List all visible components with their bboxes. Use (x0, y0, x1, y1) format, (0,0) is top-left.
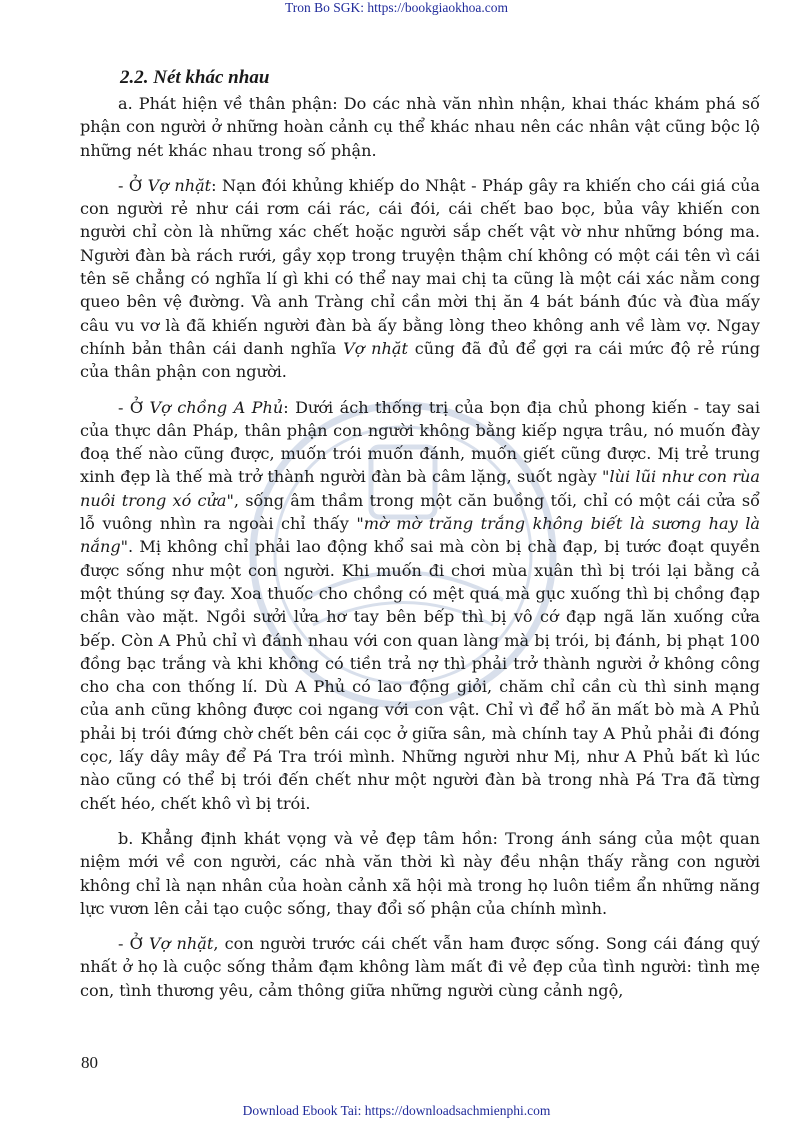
header-source-link[interactable]: Tron Bo SGK: https://bookgiaokhoa.com (284, 0, 508, 15)
paragraph-vo-nhat-khat-vong: - Ở Vợ nhặt, con người trước cái chết vẫn ham được sống. Song cái đáng quý nhất ở họ là cuộc sống thảm đạm không làm mất đi vẻ đẹp của tình người: tình mẹ con, tình thương yêu, cảm thông giữa những người cùng cảnh ngộ, (80, 934, 760, 1000)
paragraph-vo-nhat: - Ở Vợ nhặt: Nạn đói khủng khiếp do Nhật - Pháp gây ra khiến cho cái giá của con người rẻ như cái rơm cái rác, cái đói, cái chết bao bọc, bủa vây khiến con người chỉ còn là những xác chết hoặc người sắp chết vật vờ như những bóng ma. Người đàn bà rách rưới, gầy xọp trong truyện thậm chí không có một cái tên vì cái tên sẽ chẳng có nghĩa lí gì khi có thể nay mai chị ta cũng là một cái xác nằm cong queo bên vệ đường. Và anh Tràng chỉ cần mời thị ăn 4 bát bánh đúc và đùa mấy câu vu vơ là đã khiến người đàn bà ấy bằng lòng theo không anh về làm vợ. Ngay chính bản thân cái danh nghĩa Vợ nhặt cũng đã đủ để gợi ra cái mức độ rẻ rúng của thân phận con người. (80, 175, 760, 382)
page-number: 80 (81, 1053, 98, 1072)
section-heading: 2.2. Nét khác nhau (120, 67, 270, 88)
footer-download-link[interactable]: Download Ebook Tai: https://downloadsachmienphi.com (242, 1103, 551, 1118)
page-body (80, 66, 760, 1014)
paragraph-vo-chong-a-phu: - Ở Vợ chồng A Phủ: Dưới ách thống trị của bọn địa chủ phong kiến - tay sai của thực dân Pháp, thân phận con người không bằng kiếp ngựa trâu, nó muốn đày đoạ thế nào cũng được, muốn trói muốn đánh, muốn giết cũng được. Mị trẻ trung xinh đẹp là thế mà trở thành người đàn bà câm lặng, suốt ngày "lùi lũi như con rùa nuôi trong xó cửa", sống âm thầm trong một căn buồng tối, chỉ có một cái cửa sổ lỗ vuông nhìn ra ngoài chỉ thấy "mờ mờ trăng trắng không biết là sương hay là nắng". Mị không chỉ phải lao động khổ sai mà còn bị chà đạp, bị tước đoạt quyền được sống như một con người. Khi muốn đi chơi mùa xuân thì bị trói lại bằng cả một thúng sợ đay. Xoa thuốc cho chồng có mệt quá mà gục xuống thì bị chồng đạp chân vào mặt. Ngồi sưởi lửa hơ tay bên bếp thì bị vô cớ đạp ngã lăn xuống cửa bếp. Còn A Phủ chỉ vì đánh nhau với con quan làng mà bị trói, bị đánh, bị phạt 100 đồng bạc trắng và khi không có tiền trả nợ thì phải trở thành người ở không công cho cha con thống lí. Dù A Phủ có lao động giỏi, chăm chỉ cần cù thì sinh mạng của anh cũng không được coi ngang với con vật. Chỉ vì để hổ ăn mất bò mà A Phủ phải bị trói đứng chờ chết bên cái cọc ở giữa sân, mà chính tay A Phủ phải đi đóng cọc, lấy dây mây để Pá Tra trói mình. Những người như Mị, như A Phủ bất kì lúc nào cũng có thể bị trói đến chết như một người đàn bà trong nhà Pá Tra đã từng chết héo, chết khô vì bị trói. (80, 397, 761, 813)
paragraph-khang-dinh: b. Khẳng định khát vọng và vẻ đẹp tâm hồn: Trong ánh sáng của một quan niệm mới về con người, các nhà văn thời kì này đều nhận thấy rằng con người không chỉ là nạn nhân của hoàn cảnh xã hội mà trong họ luôn tiềm ẩn những năng lực vươn lên cải tạo cuộc sống, thay đổi số phận của chính mình. (80, 828, 760, 918)
paragraph-phat-hien: a. Phát hiện về thân phận: Do các nhà văn nhìn nhận, khai thác khám phá số phận con người ở những hoàn cảnh cụ thể khác nhau nên các nhân vật cũng bộc lộ những nét khác nhau trong số phận. (80, 94, 760, 160)
